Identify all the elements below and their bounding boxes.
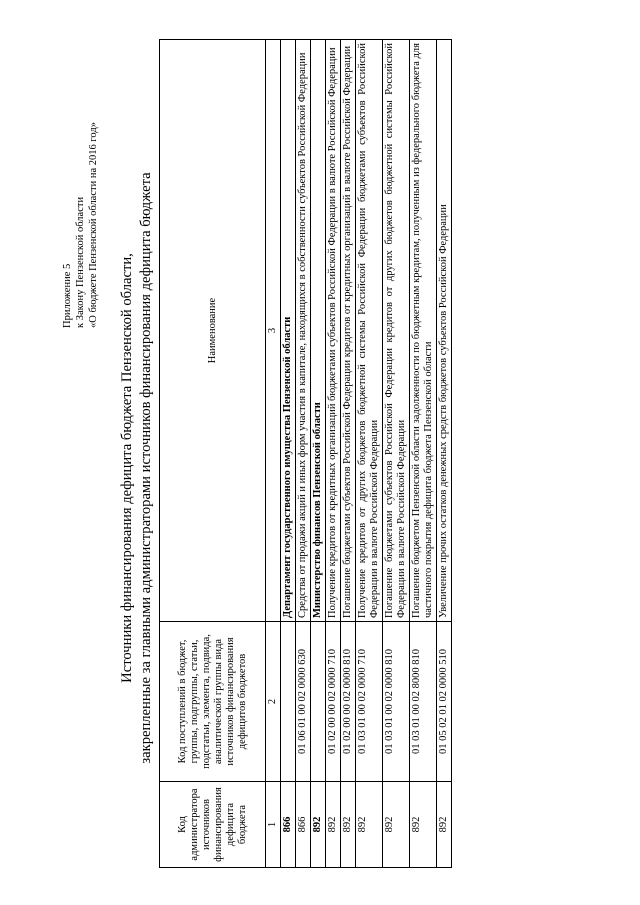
name-cell: Департамент государственного имущества Пензенской области: [281, 40, 296, 622]
admin-code-cell: 892: [437, 782, 452, 868]
admin-code-cell: 892: [383, 782, 410, 868]
name-cell: Погашение бюджетом Пензенской области задолженности по бюджетным кредитам, полученным из федерального бюджета для частичного покрытия дефицита бюджета Пензенской области: [410, 40, 437, 622]
admin-code-cell: 892: [326, 782, 341, 868]
income-code-cell: 01 03 01 00 02 0000 810: [383, 622, 410, 782]
document-title: [118, 88, 156, 848]
table-row: [311, 40, 326, 868]
sources-table: [159, 39, 452, 868]
name-cell: Погашение бюджетами субъектов Российской Федерации кредитов от кредитных организаций в валюте Российской Федерации: [341, 40, 356, 622]
income-code-cell: 01 02 00 00 02 0000 810: [341, 622, 356, 782]
income-code-cell: 01 06 01 00 02 0000 630: [296, 622, 311, 782]
table-row: [437, 40, 452, 868]
name-cell: Погашение бюджетами субъектов Российской Федерации кредитов от других бюджетов бюджетной системы Российской Федерации в валюте Российской Федерации: [383, 40, 410, 622]
table-row: [281, 40, 296, 868]
column-number: 3: [266, 40, 281, 622]
income-code-cell: 01 03 01 00 02 8000 810: [410, 622, 437, 782]
admin-code-cell: 892: [311, 782, 326, 868]
admin-code-cell: 866: [281, 782, 296, 868]
column-numbers-row: [266, 40, 281, 868]
header-income-code: Код поступлений в бюджет, группы, подгруппы, статьи, подстатьи, элемента, подвида, аналитической группы вида источников финансирования дефицитов бюджетов: [160, 622, 266, 782]
appendix-line: к Закону Пензенской области: [75, 196, 86, 328]
name-cell: Увеличение прочих остатков денежных средств бюджетов субъектов Российской Федерации: [437, 40, 452, 622]
header-name: Наименование: [160, 40, 266, 622]
column-number: 1: [266, 782, 281, 868]
title-line: закрепленные за главными администраторами источников финансирования дефицита бюджета: [138, 172, 154, 764]
income-code-cell: 01 03 01 00 02 0000 710: [356, 622, 383, 782]
name-cell: Получение кредитов от кредитных организаций бюджетами субъектов Российской Федерации в валюте Российской Федерации: [326, 40, 341, 622]
table-row: [383, 40, 410, 868]
table-row: [326, 40, 341, 868]
income-code-cell: 01 05 02 01 02 0000 510: [437, 622, 452, 782]
name-cell: Средства от продажи акций и иных форм участия в капитале, находящихся в собственности субъектов Российской Федерации: [296, 40, 311, 622]
admin-code-cell: 892: [341, 782, 356, 868]
admin-code-cell: 866: [296, 782, 311, 868]
name-cell: Министерство финансов Пензенской области: [311, 40, 326, 622]
income-code-cell: [311, 622, 326, 782]
admin-code-cell: 892: [356, 782, 383, 868]
table-row: [410, 40, 437, 868]
income-code-cell: [281, 622, 296, 782]
appendix-line: Приложение 5: [62, 263, 73, 328]
name-cell: Получение кредитов от других бюджетов бюджетной системы Российской Федерации бюджетами субъектов Российской Федерации в валюте Российской Федерации: [356, 40, 383, 622]
table-row: [341, 40, 356, 868]
title-line: Источники финансирования дефицита бюджета Пензенской области,: [119, 253, 135, 683]
column-number: 2: [266, 622, 281, 782]
header-admin-code: Код администратора источников финансирования дефицита бюджета: [160, 782, 266, 868]
appendix-line: «О бюджете Пензенской области на 2016 год»: [88, 122, 99, 328]
income-code-cell: 01 02 00 00 02 0000 710: [326, 622, 341, 782]
table-row: [356, 40, 383, 868]
document-page: [0, 38, 640, 868]
appendix-note: [61, 48, 100, 328]
table-row: [296, 40, 311, 868]
table-header-row: [160, 40, 266, 868]
admin-code-cell: 892: [410, 782, 437, 868]
